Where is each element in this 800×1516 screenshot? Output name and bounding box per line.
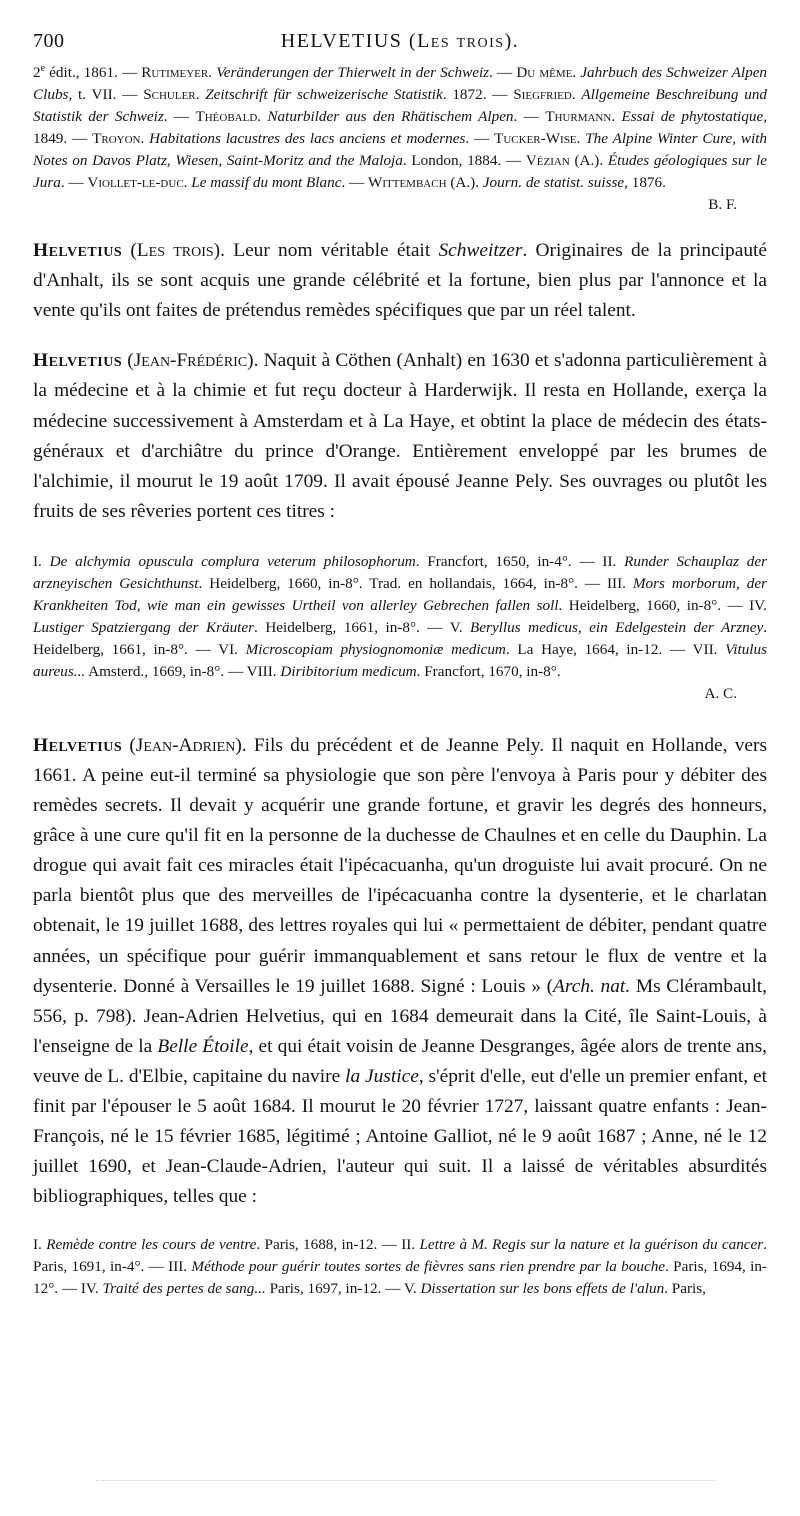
text-run: . —	[60, 174, 88, 192]
text-run: e	[40, 63, 46, 74]
text-run: Runder Schauplaz der arzneyischen Gesichthunst	[33, 552, 767, 592]
text-run: Méthode pour guérir toutes sortes de fièvres sans rien prendre par la bouche	[191, 1258, 666, 1276]
text-run: , s'éprit d'elle, eut d'elle un premier enfant, et finit par l'épouser le 5 août 1684. Il mourut le 20 février 1727, laissant quatre enfants : Jean-François, né le 15 février 1685, légitimé ; Antoine Galliot, né le 9 août 1687 ; Anne, né le 12 juillet 1690, et Jean-Claude-Adrien, l'auteur qui suit. Il a laissé de véritables absurdités bibliographiques, telles que :	[33, 1065, 767, 1208]
text-run: Beryllus medicus, ein Edelgestein der Arzney	[470, 618, 764, 636]
text-run: Rutimeyer	[141, 64, 209, 82]
entry-jean-adrien	[33, 731, 767, 1213]
text-run: . Paris, 1691, in-4°. — III.	[33, 1236, 767, 1276]
text-run: Schuler	[143, 86, 196, 104]
text-run: .	[257, 108, 268, 126]
text-run: . —	[465, 130, 495, 148]
text-run: Veränderungen der Thierwelt in der Schweiz	[216, 64, 490, 82]
text-run: .	[576, 130, 586, 148]
text-run: Allgemeine Beschreibung und Statistik der Schweiz	[33, 86, 768, 126]
page-number: 700	[33, 30, 65, 52]
running-title	[33, 30, 767, 53]
text-run: . La Haye, 1664, in-12. — VII.	[505, 640, 726, 658]
text-run: . 1872. —	[442, 86, 514, 104]
text-run: .	[611, 108, 622, 126]
text-run: . London, 1884. —	[402, 152, 526, 170]
text-run: Belle Étoile	[157, 1035, 249, 1057]
text-run: (A.).	[446, 174, 483, 192]
text-run: Helvetius	[33, 240, 123, 262]
text-run: . Heidelberg, 1660, in-8°. — IV.	[558, 596, 767, 614]
text-run: Mors morborum, der Krankheiten Tod, wie man ein gewisses Urtheil von allerley Gebrechen fallen soll	[33, 574, 767, 614]
text-run: Dissertation sur les bons effets de l'alun	[420, 1280, 665, 1298]
text-run: Amsterd., 1669, in-8°. — VIII.	[85, 662, 281, 680]
text-run: Études géologiques sur le Jura	[33, 152, 767, 192]
text-run: 2	[33, 64, 41, 82]
text-run: Wittembach	[368, 174, 447, 192]
text-run: Thurmann	[545, 108, 612, 126]
text-run: .	[183, 174, 192, 192]
text-run: Journ. de statist. suisse	[482, 174, 625, 192]
document-page	[33, 26, 767, 1300]
text-run: (Jean-Frédéric).	[122, 350, 264, 372]
text-run: . Paris, 1694, in-12°. — IV.	[33, 1258, 767, 1298]
running-title-main: HELVETIUS	[280, 30, 403, 52]
page-header	[33, 26, 767, 58]
text-run: édit., 1861. —	[45, 64, 142, 82]
text-run: . —	[489, 64, 517, 82]
text-run: Le massif du mont Blanc	[191, 174, 342, 192]
text-run: (Jean-Adrien).	[122, 734, 254, 756]
text-run: Viollet-le-duc	[87, 174, 184, 192]
text-run: .	[571, 86, 582, 104]
bleed-through-line	[96, 1480, 716, 1484]
text-run: Naturbilder aus den Rhätischem Alpen	[267, 108, 514, 126]
jean-frederic-bibliography	[33, 551, 767, 683]
text-run: Troyon	[92, 130, 141, 148]
text-run: Vézian	[525, 152, 570, 170]
text-run: , et qui était voisin de Jeanne Desgranges, âgée alors de trente ans, veuve de L. d'Elbie, capitaine du navire	[33, 1035, 767, 1087]
text-run: Vitulus aureus...	[33, 640, 768, 680]
text-run: De alchymia opuscula complura veterum philosophorum	[49, 552, 416, 570]
text-run: .	[572, 64, 581, 82]
text-run: Siegfried	[513, 86, 572, 104]
text-run: Fils du précédent et de Jeanne Pely. Il naquit en Hollande, vers 1661. A peine eut-il terminé sa physiologie que son père l'envoya à Paris pour y débiter des remèdes secrets. Il devait y acquérir une grande fortune, et gravir les degrés des honneurs, grâce à une cure qu'il fit en la personne de la duchesse de Chaulnes et en celle du Dauphin. La drogue qui avait fait ces miracles était l'ipécacuanha, qu'un droguiste lui avait procuré. On ne parla bientôt plus que des merveilles de l'ipécacuanha contre la dysenterie, et le charlatan obtenait, le 19 juillet 1688, des lettres royales qui lui « permettaient de débiter, pendant quatre années, un spécifique pour guérir immanquablement et sans retour le flux de ventre et la dysenterie. Donné à Versailles le 19 juillet 1688. Signé : Louis » (	[33, 734, 767, 997]
text-run: la Justice	[345, 1065, 419, 1087]
text-run: (A.).	[569, 152, 608, 170]
text-run: I.	[33, 1236, 47, 1254]
text-run: Ms Clérambault, 556, p. 798). Jean-Adrien Helvetius, qui en 1684 demeurait dans la Cité, île Saint-Louis, à l'enseigne de la	[33, 975, 767, 1057]
text-run: Microscopiam physiognomoniæ medicum	[245, 640, 506, 658]
text-run: Tucker-Wise	[494, 130, 577, 148]
text-run: I.	[33, 552, 50, 570]
text-run: . Heidelberg, 1661, in-8°. — V.	[254, 618, 471, 636]
text-run: Du même	[516, 64, 573, 82]
text-run: Remède contre les cours de ventre	[46, 1236, 257, 1254]
text-run: Traité des pertes de sang...	[102, 1280, 266, 1298]
text-run: .	[140, 130, 150, 148]
text-run: Paris, 1697, in-12. — V.	[265, 1280, 421, 1298]
jean-frederic-signature: A. C.	[704, 684, 737, 702]
text-run: Lettre à M. Regis sur la nature et la guérison du cancer	[419, 1236, 764, 1254]
text-run: . Francfort, 1650, in-4°. — II.	[415, 552, 625, 570]
text-run: Lustiger Spatziergang der Kräuter	[33, 618, 255, 636]
text-run: .	[208, 64, 217, 82]
text-run: . —	[513, 108, 546, 126]
text-run: . Heidelberg, 1661, in-8°. — VI.	[33, 618, 767, 658]
text-run: . Paris,	[664, 1280, 706, 1298]
text-run: Zeitschrift für schweizerische Statistik	[205, 86, 443, 104]
text-run: Leur nom véritable était	[233, 240, 439, 262]
text-run: , 1849. —	[33, 108, 768, 148]
jean-adrien-bibliography	[33, 1234, 767, 1300]
entry-jean-frederic	[33, 346, 767, 527]
previous-article-bibliography	[33, 58, 767, 194]
text-run: (Les trois).	[122, 240, 234, 262]
previous-article-signature: B. F.	[708, 196, 737, 214]
running-title-paren: (Les trois).	[408, 30, 520, 52]
text-run: Jahrbuch des Schweizer Alpen Clubs	[33, 64, 768, 104]
text-run: Naquit à Cöthen (Anhalt) en 1630 et s'adonna particulièrement à la médecine et à la chimie et fut reçu docteur à Harderwijk. Il resta en Hollande, exerça la médecine successivement à Amsterdam et à La Haye, et obtint la place de médecin des états-généraux et d'archiâtre du prince d'Orange. Entièrement enveloppé par les brumes de l'alchimie, il mourut le 19 août 1709. Il avait épousé Jeanne Pely. Ses ouvrages ou plutôt les fruits de ses rêveries portent ces titres :	[33, 350, 767, 522]
text-run: Helvetius	[33, 350, 123, 372]
entry-les-trois	[33, 236, 767, 326]
text-run: Diribitorium medicum	[280, 662, 417, 680]
text-run: , t. VII. —	[68, 86, 144, 104]
text-run: , 1876.	[624, 174, 666, 192]
text-run: Schweitzer	[438, 240, 523, 262]
text-run: The Alpine Winter Cure, with Notes on Davos Platz, Wiesen, Saint-Moritz and the Maloja	[33, 130, 768, 170]
text-run: Essai de phytostatique	[621, 108, 764, 126]
text-run: . Originaires de la principauté d'Anhalt, ils se sont acquis une grande célébrité et la fortune, bien plus par l'annonce et la vente qu'ils ont faites de prétendus remèdes spécifiques que par un réel talent.	[33, 240, 768, 322]
text-run: . Francfort, 1670, in-8°.	[416, 662, 561, 680]
text-run: . Paris, 1688, in-12. — II.	[256, 1236, 420, 1254]
text-run: . —	[163, 108, 196, 126]
text-run: Arch. nat.	[553, 975, 631, 997]
text-run: . —	[341, 174, 369, 192]
text-run: . Heidelberg, 1660, in-8°. Trad. en hollandais, 1664, in-8°. — III.	[198, 574, 633, 592]
text-run: Habitations lacustres des lacs anciens et modernes	[149, 130, 466, 148]
text-run: Théobald	[195, 108, 258, 126]
text-run: .	[195, 86, 206, 104]
text-run: Helvetius	[33, 734, 123, 756]
